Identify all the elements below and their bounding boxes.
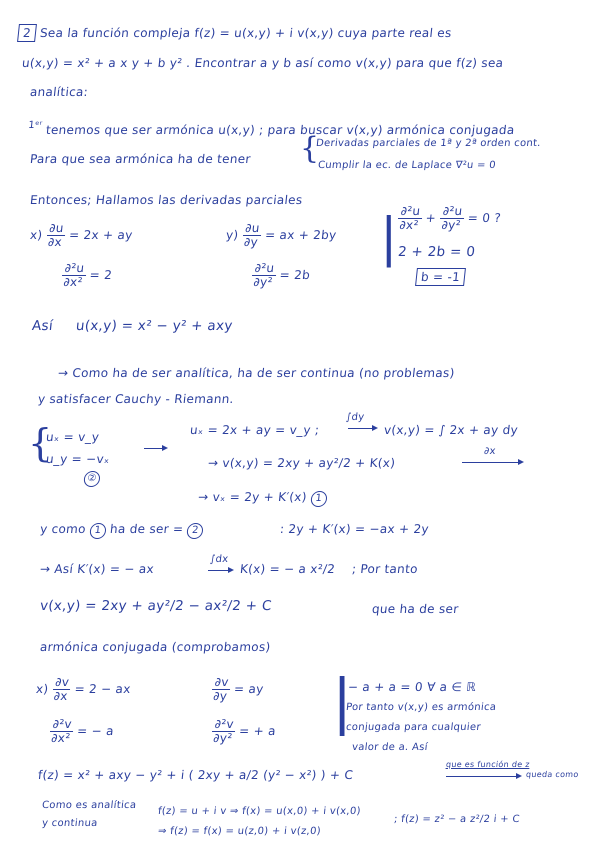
cr-brace-icon: { [28, 421, 53, 465]
b-result: b = -1 [415, 268, 466, 286]
f-method-2: ⇒ f(z) = f(x) = u(z,0) + i v(z,0) [157, 826, 322, 837]
cond-1: Derivadas parciales de 1ª y 2ª orden cont. [315, 138, 542, 149]
cr-2-circle: ② [83, 470, 101, 487]
deriv-uxx: $\frac{\text{∂²u}}{\text{∂x²}}$ = 2 [62, 261, 113, 290]
vyy-deriv: $\frac{\text{∂²v}}{\text{∂y²}}$ = + a [212, 717, 277, 746]
d-dx: ∂x [483, 446, 497, 457]
ux-eq: uₓ = 2x + ay = v_y ; [189, 423, 320, 437]
section1-left: Para que sea armónica ha de tener [29, 152, 252, 166]
statement-text-1: Sea la función compleja f(z) = u(x,y) + i v(x,y) cuya parte real es [39, 26, 453, 40]
asi-kprime: → Así K′(x) = − ax [39, 562, 155, 576]
result-4: valor de a. Así [351, 742, 429, 753]
statement-line-3: analítica: [29, 85, 89, 99]
k-result: K(x) = − a x²/2 [239, 562, 336, 576]
v-result: → v(x,y) = 2xy + ay²/2 + K(x) [207, 456, 396, 470]
kprime-eq: : 2y + K′(x) = −ax + 2y [279, 522, 430, 536]
frac-uy: $\frac{\partial u}{\partial y}$ [243, 221, 261, 250]
como-analitica: Como es analítica [41, 800, 137, 811]
f-of-z: f(z) = x² + axy − y² + i ( 2xy + a/2 (y² − x²) ) + C [37, 768, 354, 782]
vx-deriv: x) $\frac{\partial v}{\partial x}$ = 2 − ax [35, 675, 132, 704]
analytic-line-1: → Como ha de ser analítica, ha de ser continua (no problemas) [57, 366, 456, 380]
vx-eq: → vₓ = 2y + K′(x) 1 [197, 490, 327, 507]
y-como: y como 1 ha de ser = 2 [39, 522, 204, 539]
section2-intro: Entonces; Hallamos las derivadas parciales [29, 193, 304, 207]
int-dx: ∫dx [209, 554, 229, 565]
por-tanto: ; Por tanto [351, 562, 419, 576]
result-2: Por tanto v(x,y) es armónica [345, 702, 497, 713]
statement-line-1 [17, 24, 452, 42]
vy-deriv: $\frac{\partial v}{\partial y}$ = ay [212, 675, 265, 704]
vxx-deriv: $\frac{\text{∂²v}}{\text{∂x²}}$ = − a [50, 717, 115, 746]
section1-line [27, 120, 515, 137]
note-2: queda como [525, 770, 580, 779]
que-ha-de-ser: que ha de ser [371, 602, 460, 616]
bracket-icon-2: | [332, 667, 353, 737]
result-3: conjugada para cualquier [345, 722, 482, 733]
v-final: v(x,y) = 2xy + ay²/2 − ax²/2 + C [39, 598, 273, 614]
arrow-icon-2 [348, 428, 376, 429]
f-method-1: f(z) = u + i v ⇒ f(x) = u(x,0) + i v(x,0) [157, 806, 362, 817]
bracket-icon: | [380, 208, 398, 268]
problem-number: 2 [17, 24, 37, 42]
frac-ux: $\frac{\partial u}{\partial x}$ [47, 221, 65, 250]
section1-text: tenemos que ser armónica u(x,y) ; para buscar v(x,y) armónica conjugada [45, 123, 516, 137]
v-integral: v(x,y) = ∫ 2x + ay dy [383, 423, 519, 437]
laplace-eq: $\frac{\text{∂²u}}{\text{∂x²}}$ + $\frac{\text{∂²u}}{\text{∂y²}}$ = 0 ? [398, 204, 502, 233]
cr-2: u_y = −vₓ [45, 452, 111, 466]
mark-x: x) [29, 228, 44, 243]
brace-icon: { [300, 131, 320, 166]
y-continua: y continua [41, 818, 99, 829]
asi-u: Así u(x,y) = x² − y² + axy [31, 318, 234, 334]
mark-y: y) [225, 228, 240, 243]
cr-1: uₓ = v_y [45, 430, 100, 444]
cond-2: Cumplir la ec. de Laplace ∇²u = 0 [317, 160, 497, 171]
arrow-icon-5 [446, 776, 520, 777]
result-1: − a + a = 0 ∀ a ∈ ℝ [347, 680, 477, 694]
deriv-ux: x) $\frac{\partial u}{\partial x}$ = 2x + ay [29, 221, 134, 250]
statement-line-2: u(x,y) = x² + a x y + b y² . Encontrar a y b así como v(x,y) para que f(z) sea [21, 56, 505, 70]
armonica-conjugada: armónica conjugada (comprobamos) [39, 640, 272, 654]
deriv-uy: y) $\frac{\partial u}{\partial y}$ = ax + 2by [225, 221, 338, 250]
ordinal: 1ᵉʳ [27, 120, 43, 131]
arrow-icon-3 [462, 462, 522, 463]
laplace-2: 2 + 2b = 0 [397, 244, 476, 260]
f-final: ; f(z) = z² − a z²/2 i + C [393, 814, 521, 825]
int-dy: ∫dy [345, 412, 365, 423]
note-1: que es función de z [445, 760, 531, 769]
arrow-icon [144, 448, 166, 449]
arrow-icon-4 [208, 570, 232, 571]
deriv-uyy: $\frac{\text{∂²u}}{\text{∂y²}}$ = 2b [252, 261, 311, 290]
analytic-line-2: y satisfacer Cauchy - Riemann. [37, 392, 235, 406]
